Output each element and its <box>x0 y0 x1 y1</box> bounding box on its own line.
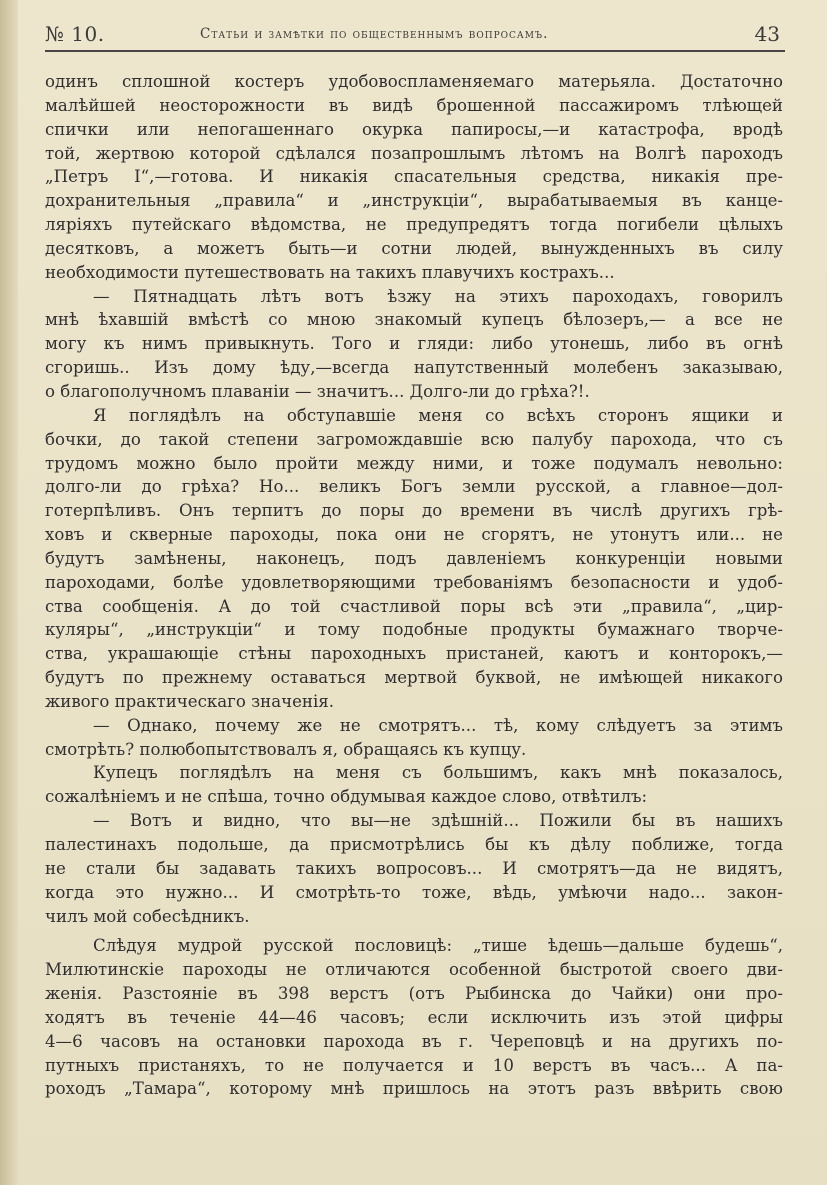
text-line: ховъ и скверные пароходы, пока они не сгорятъ, не утонутъ или... не <box>45 525 783 545</box>
text-line: долго-ли до грѣха? Но... великъ Богъ земли русской, а главное—дол- <box>45 477 783 497</box>
text-line: 4—6 часовъ на остановки парохода въ г. Череповцѣ и на другихъ по- <box>45 1031 783 1051</box>
text-line: — Вотъ и видно, что вы—не здѣшній... Пожили бы въ нашихъ <box>93 811 783 831</box>
text-line: — Пятнадцать лѣтъ вотъ ѣзжу на этихъ пароходахъ, говорилъ <box>93 286 783 306</box>
running-header <box>45 18 785 48</box>
text-line: — Однако, почему же не смотрятъ... тѣ, кому слѣдуетъ за этимъ <box>93 715 783 735</box>
text-line: трудомъ можно было пройти между ними, и тоже подумалъ невольно: <box>45 453 783 473</box>
text-line: женія. Разстояніе въ 398 верстъ (отъ Рыбинска до Чайки) они про- <box>45 984 783 1004</box>
text-line: бочки, до такой степени загромождавшіе всю палубу парохода, что съ <box>45 429 783 449</box>
text-line: смотрѣть? полюбопытствовалъ я, обращаясь къ купцу. <box>45 739 527 759</box>
text-line: пароходами, болѣе удовлетворяющими требованіямъ безопасности и удоб- <box>45 572 783 592</box>
text-line: ходятъ въ теченіе 44—46 часовъ; если исключить изъ этой цифры <box>45 1007 783 1027</box>
text-line: той, жертвою которой сдѣлался позапрошлымъ лѣтомъ на Волгѣ пароходъ <box>45 143 783 163</box>
running-title: Статьи и замѣтки по общественнымъ вопросамъ. <box>200 26 549 42</box>
text-line: могу къ нимъ привыкнуть. Того и гляди: либо утонешь, либо въ огнѣ <box>45 334 783 354</box>
text-line: палестинахъ подольше, да присмотрѣлись бы къ дѣлу поближе, тогда <box>45 835 783 854</box>
text-line: сожалѣніемъ и не спѣша, точно обдумывая каждое слово, отвѣтилъ: <box>45 787 648 807</box>
text-line: малѣйшей неосторожности въ видѣ брошенной пассажиромъ тлѣющей <box>45 95 783 115</box>
text-line: Милютинскіе пароходы не отличаются особенной быстротой своего дви- <box>45 960 783 980</box>
page-binding-edge <box>0 0 18 1185</box>
text-line: о благополучномъ плаваніи — значитъ... Долго-ли до грѣха?!. <box>45 381 590 401</box>
page-number: 43 <box>754 22 780 46</box>
text-line: ляріяхъ путейскаго вѣдомства, не предупредятъ тогда погибели цѣлыхъ <box>45 215 783 235</box>
text-line: необходимости путешествовать на такихъ плавучихъ кострахъ... <box>45 262 615 282</box>
text-line: ства сообщенія. А до той счастливой поры всѣ эти „правила“, „цир- <box>45 596 783 616</box>
text-line: дохранительныя „правила“ и „инструкціи“, вырабатываемыя въ канце- <box>45 191 783 211</box>
body-text <box>45 70 783 1101</box>
text-line: чилъ мой собесѣдникъ. <box>45 906 250 926</box>
text-line: ства, украшающіе стѣны пароходныхъ пристаней, каютъ и конторокъ,— <box>45 644 783 664</box>
text-line: живого практическаго значенія. <box>45 691 335 711</box>
text-line: путныхъ пристаняхъ, то не получается и 10 верстъ въ часъ... А па- <box>45 1055 783 1075</box>
text-line: Купецъ поглядѣлъ на меня съ большимъ, какъ мнѣ показалось, <box>93 763 783 783</box>
header-rule <box>45 50 785 52</box>
text-line: роходъ „Тамара“, которому мнѣ пришлось на этотъ разъ ввѣрить свою <box>45 1079 783 1099</box>
text-line: Слѣдуя мудрой русской пословицѣ: „тише ѣдешь—дальше будешь“, <box>93 936 783 956</box>
text-line: не стали бы задавать такихъ вопросовъ... И смотрятъ—да не видятъ, <box>45 858 783 878</box>
text-line: готерпѣливъ. Онъ терпитъ до поры до времени въ числѣ другихъ грѣ- <box>45 501 783 521</box>
text-line: Я поглядѣлъ на обступавшіе меня со всѣхъ сторонъ ящики и <box>93 405 783 425</box>
text-line: одинъ сплошной костеръ удобовоспламеняемаго матерьяла. Достаточно <box>45 72 783 91</box>
text-line: куляры“, „инструкціи“ и тому подобные продукты бумажнаго творче- <box>45 620 783 640</box>
text-line: будутъ замѣнены, наконецъ, подъ давленіемъ конкуренціи новыми <box>45 548 783 568</box>
text-line: будутъ по прежнему оставаться мертвой буквой, не имѣющей никакого <box>45 668 783 688</box>
issue-number: № 10. <box>45 22 105 46</box>
text-line: десятковъ, а можетъ быть—и сотни людей, вынужденныхъ въ силу <box>45 238 783 258</box>
text-line: мнѣ ѣхавшій вмѣстѣ со мною знакомый купецъ бѣлозеръ,— а все не <box>45 310 783 330</box>
text-line: сгоришь.. Изъ дому ѣду,—всегда напутственный молебенъ заказываю, <box>45 358 783 378</box>
text-line: спички или непогашеннаго окурка папиросы,—и катастрофа, вродѣ <box>45 119 783 139</box>
text-line: „Петръ I“,—готова. И никакія спасательныя средства, никакія пре- <box>45 167 783 187</box>
text-line: когда это нужно... И смотрѣть-то тоже, вѣдь, умѣючи надо... закон- <box>45 882 783 902</box>
